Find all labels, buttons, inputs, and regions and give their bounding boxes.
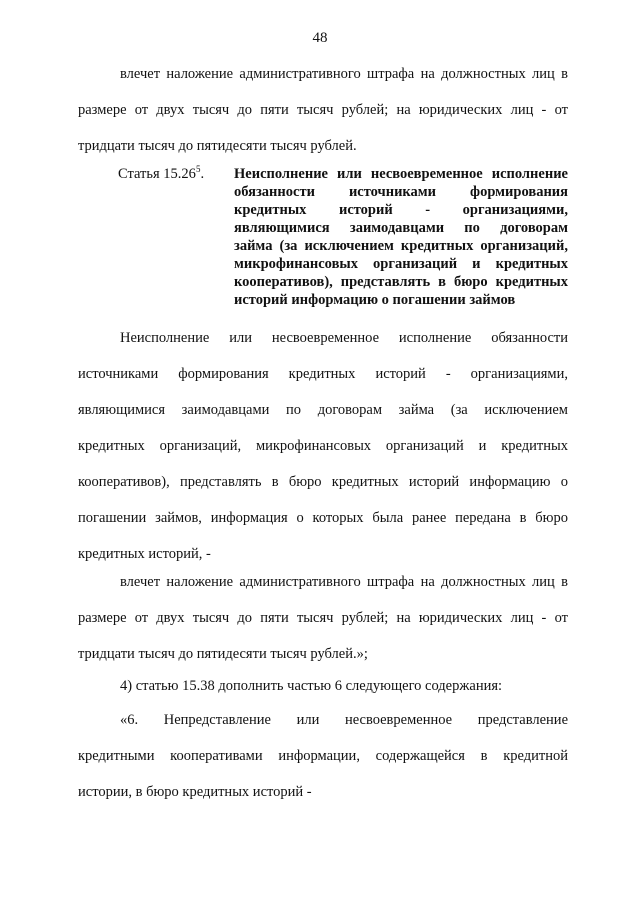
penalty-line-2: размере от двух тысяч до пяти тысяч рублей; на юридических лиц - от bbox=[78, 610, 568, 626]
body-paragraph bbox=[78, 320, 568, 572]
body-line-5: кооперативов), представлять в бюро кредитных историй информацию о bbox=[78, 474, 568, 490]
body-line-2: источниками формирования кредитных историй - организациями, bbox=[78, 366, 568, 382]
body-line-3: являющимися заимодавцами по договорам займа (за исключением bbox=[78, 402, 568, 418]
body-line-7: кредитных историй, - bbox=[78, 546, 211, 562]
penalty-line-3: тридцати тысяч до пятидесяти тысяч рублей.»; bbox=[78, 646, 368, 662]
penalty-paragraph bbox=[78, 564, 568, 672]
article-title-line-3: кредитных историй - организациями, bbox=[234, 202, 568, 218]
article-title-line-8: историй информацию о погашении займов bbox=[234, 292, 516, 308]
article-title-line-4: являющимися заимодавцами по договорам bbox=[234, 220, 568, 236]
article-title-line-5: займа (за исключением кредитных организаций, bbox=[234, 238, 568, 254]
article-label-prefix: Статья 15.26 bbox=[118, 166, 196, 182]
article-label bbox=[118, 165, 204, 183]
body-line-4: кредитных организаций, микрофинансовых организаций и кредитных bbox=[78, 438, 568, 454]
part-six-line-3: истории, в бюро кредитных историй - bbox=[78, 784, 312, 800]
intro-line-3: тридцати тысяч до пятидесяти тысяч рублей. bbox=[78, 138, 357, 154]
article-label-sup: 5 bbox=[195, 164, 201, 175]
part-six-paragraph bbox=[78, 702, 568, 810]
intro-line-1: влечет наложение административного штрафа на должностных лиц в bbox=[120, 66, 568, 82]
article-label-suffix: . bbox=[200, 166, 205, 182]
part-six-line-1: «6. Непредставление или несвоевременное представление bbox=[120, 712, 568, 728]
article-title-line-1: Неисполнение или несвоевременное исполнение bbox=[234, 166, 568, 182]
part-six-line-2: кредитными кооперативами информации, содержащейся в кредитной bbox=[78, 748, 568, 764]
amendment-line: 4) статью 15.38 дополнить частью 6 следующего содержания: bbox=[120, 678, 503, 694]
page-number: 48 bbox=[312, 30, 328, 46]
article-title-line-6: микрофинансовых организаций и кредитных bbox=[234, 256, 568, 272]
intro-paragraph bbox=[78, 56, 568, 164]
body-line-6: погашении займов, информация о которых была ранее передана в бюро bbox=[78, 510, 568, 526]
penalty-line-1: влечет наложение административного штрафа на должностных лиц в bbox=[120, 574, 568, 590]
intro-line-2: размере от двух тысяч до пяти тысяч рублей; на юридических лиц - от bbox=[78, 102, 568, 118]
article-title-line-2: обязанности источниками формирования bbox=[234, 184, 568, 200]
amendment-paragraph bbox=[78, 668, 568, 704]
body-line-1: Неисполнение или несвоевременное исполнение обязанности bbox=[120, 330, 568, 346]
article-title bbox=[234, 165, 568, 309]
article-title-line-7: кооперативов), представлять в бюро кредитных bbox=[234, 274, 568, 290]
